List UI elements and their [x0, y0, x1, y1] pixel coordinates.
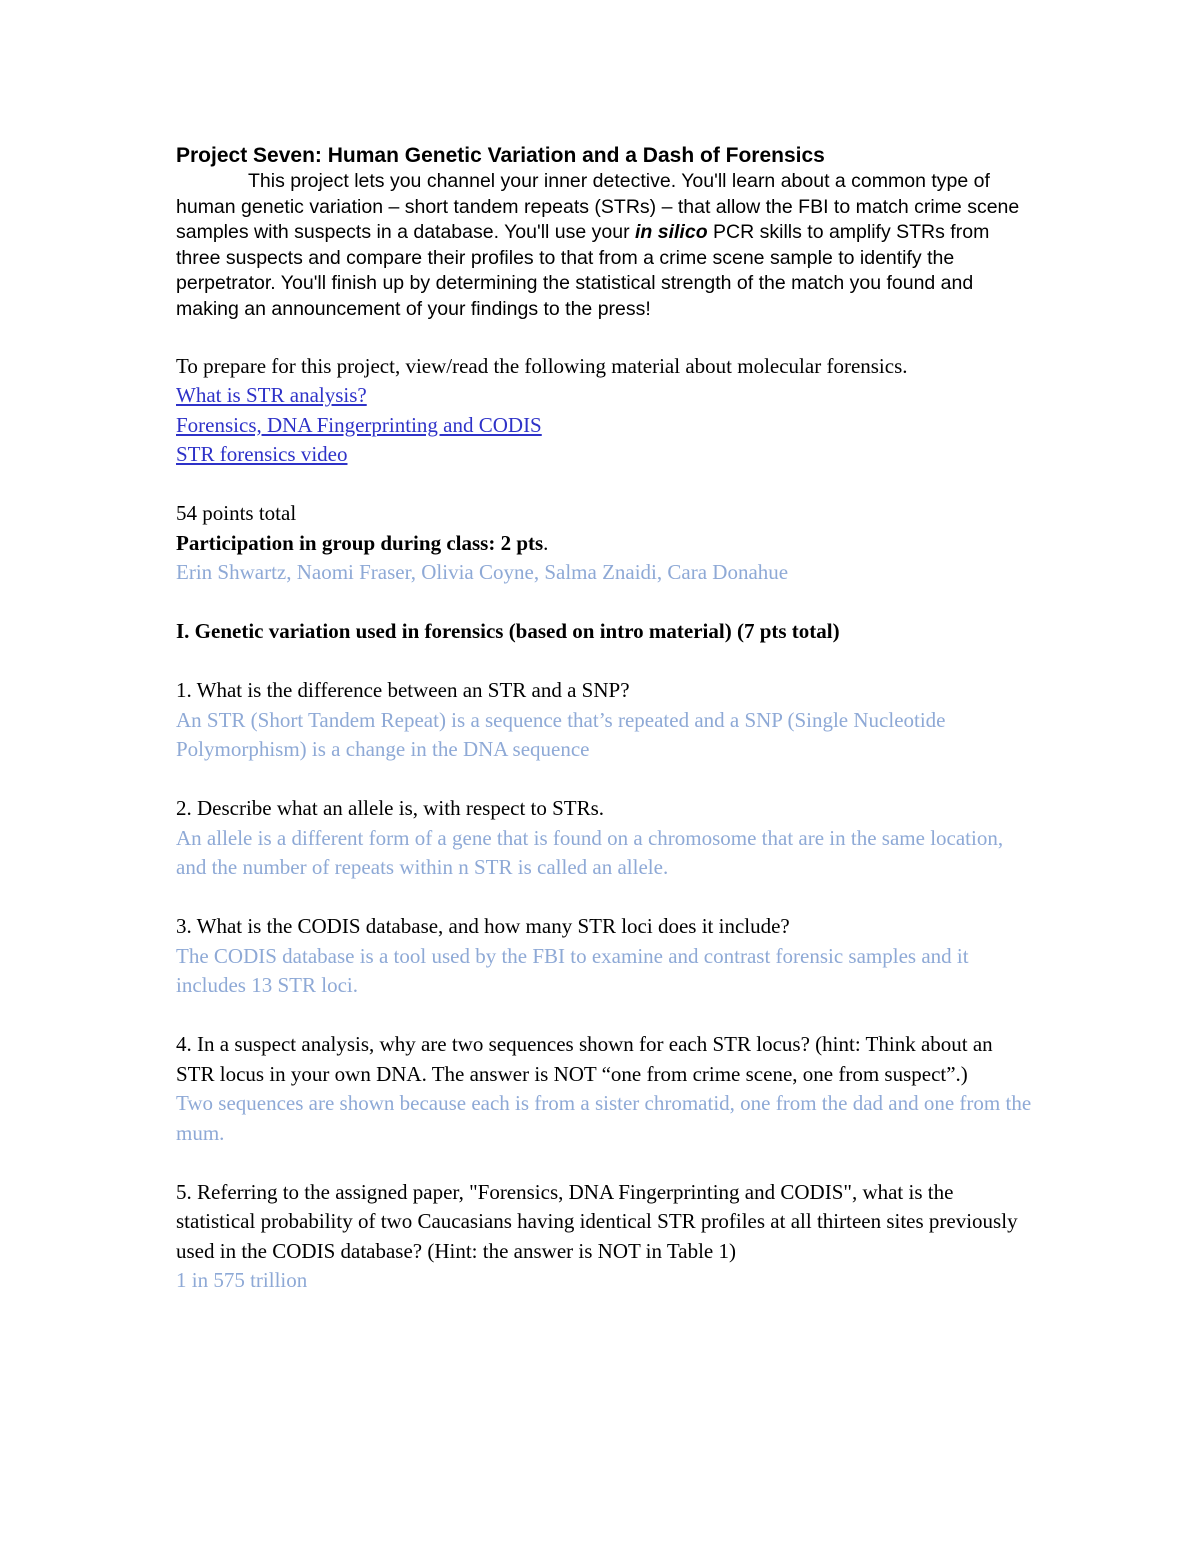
- group-members: Erin Shwartz, Naomi Fraser, Olivia Coyne, Salma Znaidi, Cara Donahue: [176, 560, 789, 584]
- question-4: 4. In a suspect analysis, why are two sequences shown for each STR locus? (hint: Think about an STR locus in your own DNA. The answer is NOT “one from crime scene, one from suspect”.): [176, 1032, 993, 1086]
- link-str-video[interactable]: STR forensics video: [176, 442, 348, 466]
- intro-text-start: This project lets you channel your inner detective. You'll learn about a common type of human genetic variation – short tandem repeats (STRs) – that allow the FBI to match crime scene samples with suspects in a database. You'll use your: [176, 170, 1020, 243]
- answer-4: Two sequences are shown because each is from a sister chromatid, one from the dad and one from the mum.: [176, 1091, 1032, 1145]
- intro-italic-term: in silico: [635, 221, 708, 243]
- answer-1: An STR (Short Tandem Repeat) is a sequence that’s repeated and a SNP (Single Nucleotide Polymorphism) is a change in the DNA sequence: [176, 707, 946, 761]
- answer-5: 1 in 575 trillion: [176, 1268, 308, 1292]
- document-page: [176, 142, 1036, 1296]
- question-3: 3. What is the CODIS database, and how many STR loci does it include?: [176, 914, 790, 938]
- link-forensics-codis[interactable]: Forensics, DNA Fingerprinting and CODIS: [176, 412, 542, 437]
- document-title: Project Seven: Human Genetic Variation and a Dash of Forensics: [176, 144, 825, 167]
- section-heading: I. Genetic variation used in forensics (based on intro material) (7 pts total): [176, 619, 840, 643]
- participation-suffix: .: [543, 530, 549, 555]
- points-total: 54 points total: [176, 501, 297, 525]
- intro-paragraph: [176, 169, 1036, 322]
- question-2: 2. Describe what an allele is, with respect to STRs.: [176, 796, 605, 820]
- participation-line: [176, 529, 1036, 559]
- participation-label: Participation in group during class: 2 pts: [176, 530, 544, 555]
- prepare-text: To prepare for this project, view/read the following material about molecular forensics.: [176, 353, 908, 378]
- link-str-analysis[interactable]: What is STR analysis?: [176, 383, 367, 407]
- spacer: [176, 322, 1036, 352]
- intro-text-end: PCR skills to amplify STRs from three suspects and compare their profiles to that from a crime scene sample to identify the perpetrator. You'll finish up by determining the statistical strength of the match you found and making an announcement of your findings to the press!: [176, 221, 990, 320]
- answer-2: An allele is a different form of a gene that is found on a chromosome that are in the same location, and the number of repeats within n STR is called an allele.: [176, 825, 1004, 879]
- question-5: 5. Referring to the assigned paper, "Forensics, DNA Fingerprinting and CODIS", what is the statistical probability of two Caucasians having identical STR profiles at all thirteen sites previously used in the CODIS database? (Hint: the answer is NOT in Table 1): [176, 1179, 1018, 1263]
- question-1: 1. What is the difference between an STR and a SNP?: [176, 678, 630, 702]
- answer-3: The CODIS database is a tool used by the FBI to examine and contrast forensic samples and it includes 13 STR loci.: [176, 943, 969, 997]
